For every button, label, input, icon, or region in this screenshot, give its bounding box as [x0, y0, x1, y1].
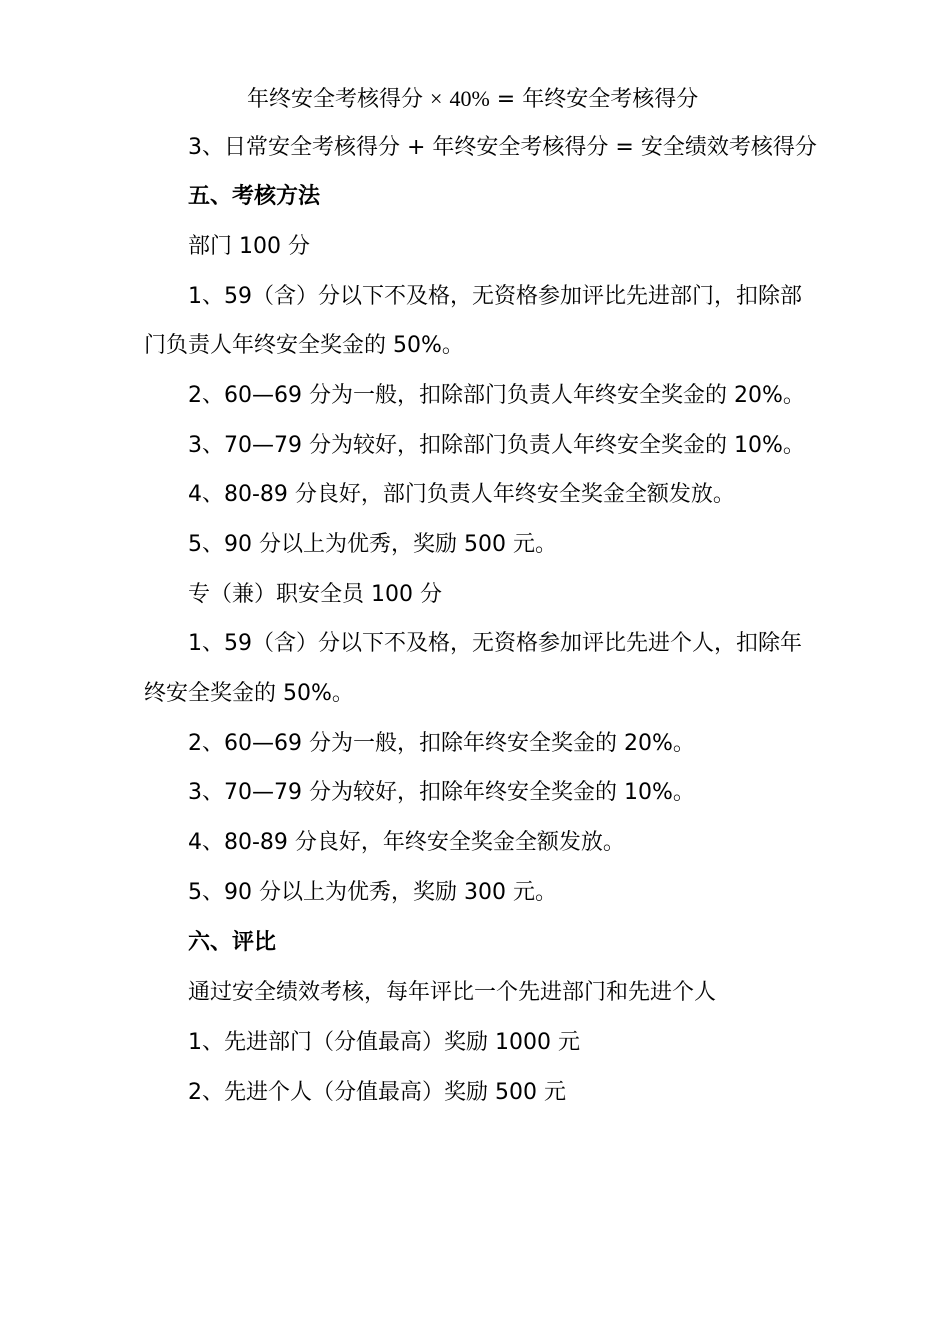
- formula-result: 年终安全考核得分: [522, 87, 699, 112]
- list-item: 2、60—69 分为一般，扣除年终安全奖金的 20%。: [188, 731, 695, 756]
- section5-title: 五、考核方法: [188, 184, 321, 209]
- list-item: 3、70—79 分为较好，扣除部门负责人年终安全奖金的 10%。: [188, 433, 805, 458]
- list-item: 2、先进个人（分值最高）奖励 500 元: [188, 1080, 566, 1105]
- list-item: 1、59（含）分以下不及格，无资格参加评比先进个人，扣除年: [188, 631, 802, 656]
- formula-part1: 年终安全考核得分: [247, 87, 424, 112]
- list-item: 终安全奖金的 50%。: [144, 681, 354, 706]
- list-item: 4、80-89 分良好，部门负责人年终安全奖金全额发放。: [188, 482, 735, 507]
- dept-heading: 部门 100 分: [188, 234, 310, 259]
- list-item: 1、59（含）分以下不及格，无资格参加评比先进部门，扣除部: [188, 284, 802, 309]
- list-item: 门负责人年终安全奖金的 50%。: [144, 333, 464, 358]
- section6-title: 六、评比: [188, 930, 277, 955]
- formula-percent: 40%: [449, 86, 490, 111]
- sum-line: 3、日常安全考核得分 + 年终安全考核得分 = 安全绩效考核得分: [188, 135, 817, 160]
- list-item: 5、90 分以上为优秀，奖励 500 元。: [188, 532, 557, 557]
- formula-equals: =: [496, 87, 516, 112]
- list-item: 1、先进部门（分值最高）奖励 1000 元: [188, 1030, 580, 1055]
- formula-line: [247, 84, 698, 115]
- list-item: 5、90 分以上为优秀，奖励 300 元。: [188, 880, 557, 905]
- list-item: 2、60—69 分为一般，扣除部门负责人年终安全奖金的 20%。: [188, 383, 805, 408]
- staff-heading: 专（兼）职安全员 100 分: [188, 582, 442, 607]
- list-item: 4、80-89 分良好，年终安全奖金全额发放。: [188, 830, 625, 855]
- section6-intro: 通过安全绩效考核，每年评比一个先进部门和先进个人: [188, 980, 717, 1005]
- list-item: 3、70—79 分为较好，扣除年终安全奖金的 10%。: [188, 780, 695, 805]
- formula-operator: ×: [430, 86, 443, 111]
